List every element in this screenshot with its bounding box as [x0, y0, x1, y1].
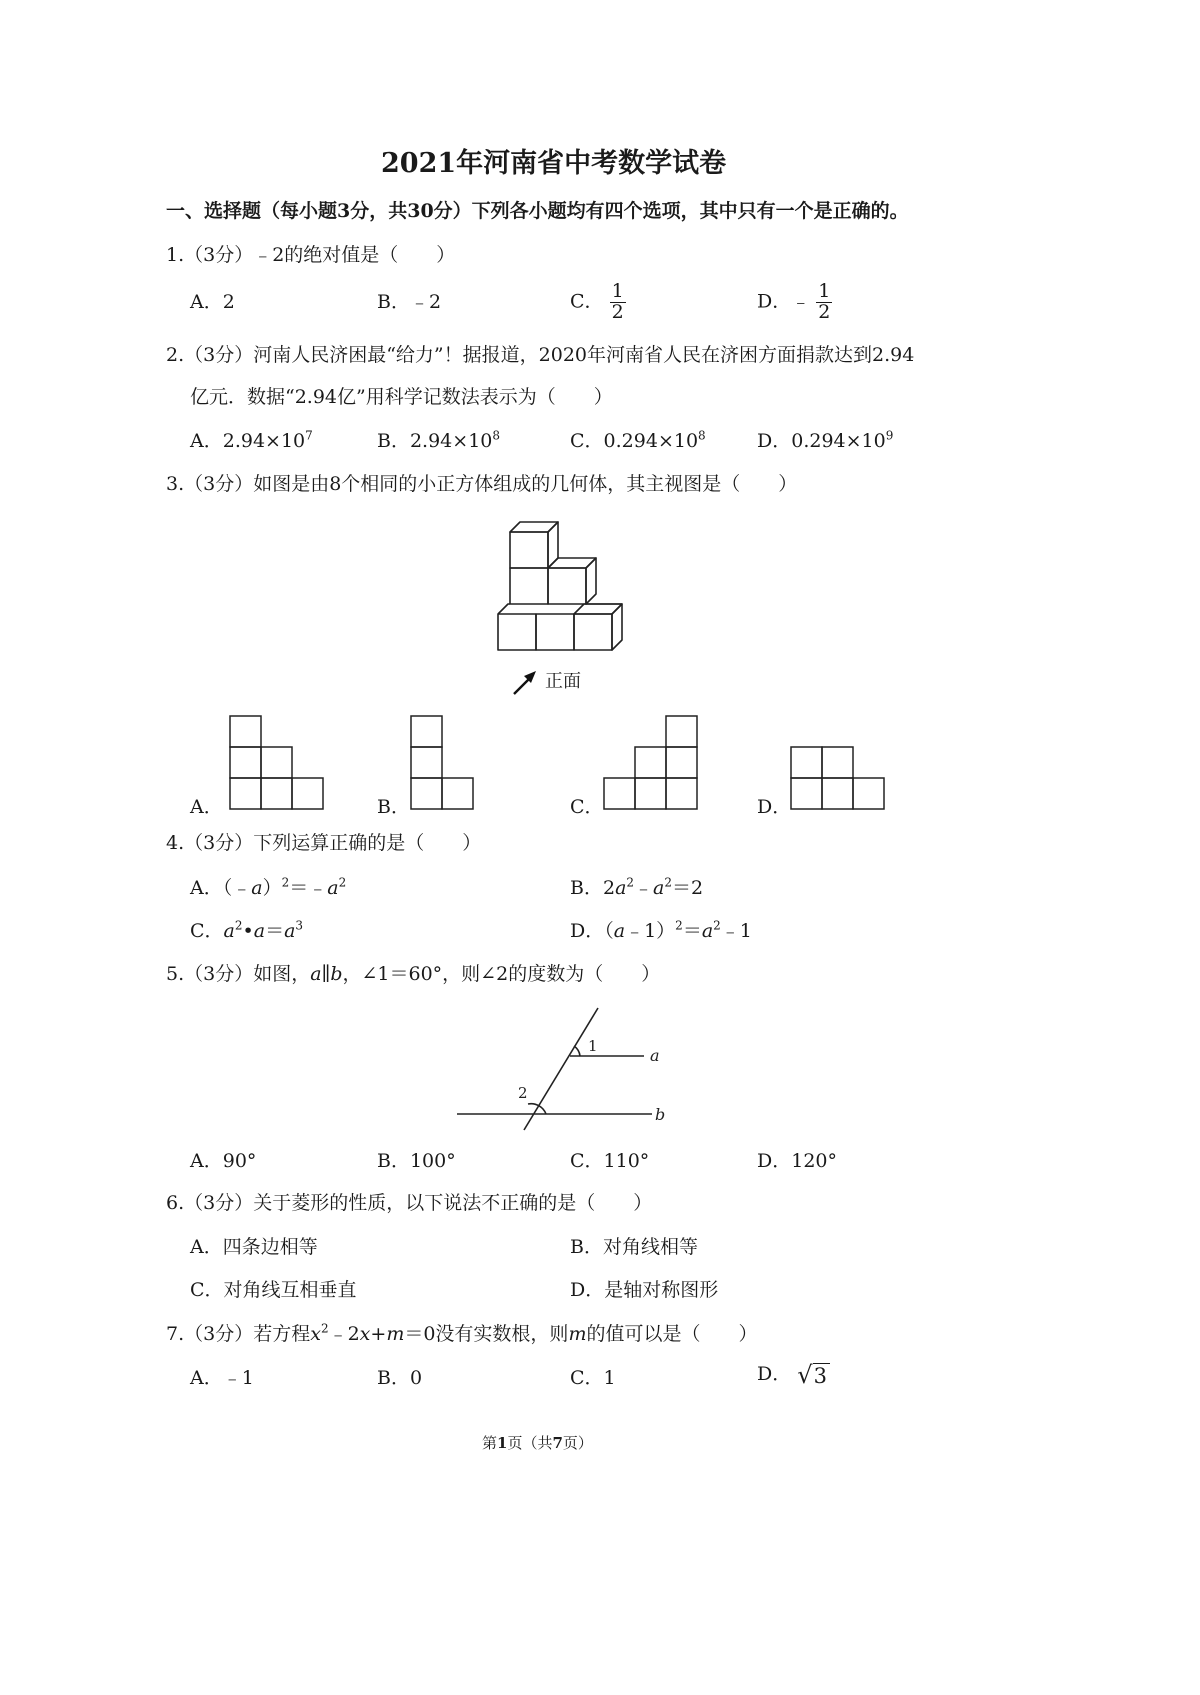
question-2-option-d[interactable]: D．$0.294\times 10^9$ [757, 428, 894, 452]
question-7-option-a[interactable]: A．﹣1 [190, 1367, 254, 1389]
question-4-option-d[interactable]: D．$(a﹣1)^2=a^2﹣1$ [570, 918, 752, 942]
question-6-stem: 6.（3分）关于菱形的性质，以下说法不正确的是（ ） [166, 1192, 653, 1214]
question-6-option-d[interactable]: D．是轴对称图形 [570, 1279, 719, 1301]
parallel-lines-figure [452, 1004, 674, 1134]
line-b-label: b [655, 1105, 666, 1124]
section-heading: 一、选择题（每小题3分，共30分）下列各小题均有四个选项，其中只有一个是正确的。 [166, 200, 909, 222]
fraction-one-half: $\frac{1}{2}$ [611, 280, 624, 323]
question-2-option-a[interactable]: A．$2.94\times 10^7$ [190, 428, 313, 452]
question-3-option-c[interactable]: C． [570, 796, 604, 818]
question-4-option-c[interactable]: C．$a^2•a=a^3$ [190, 918, 304, 942]
question-3-option-d[interactable]: D． [757, 796, 792, 818]
question-5-option-a[interactable]: A．90° [190, 1150, 257, 1172]
square-root-symbol: √3 [797, 1363, 830, 1387]
question-7-option-c[interactable]: C．1 [570, 1367, 616, 1389]
question-2-stem-line-2: 亿元．数据“2.94亿”用科学记数法表示为（ ） [190, 386, 613, 408]
option-c-grid-figure [602, 714, 699, 811]
option-d-grid-figure [789, 745, 886, 811]
question-1-option-c[interactable]: C． $\frac{1}{2}$ [570, 280, 624, 323]
angle-1-label: 1 [588, 1037, 598, 1055]
question-5-stem: 5.（3分）如图，a∥b，∠1＝60°，则∠2的度数为（ ） [166, 963, 661, 985]
option-b-grid-figure [409, 714, 475, 811]
question-2-stem-line-1: 2.（3分）河南人民济困最“给力”！据报道，2020年河南省人民在济困方面捐款达到2.94 [166, 344, 915, 366]
page-footer: 第1页（共7页） [482, 1434, 593, 1452]
question-1-option-b[interactable]: B．﹣2 [377, 291, 442, 313]
question-1-option-a[interactable]: A．2 [190, 291, 235, 313]
question-7-option-b[interactable]: B．0 [377, 1367, 423, 1389]
question-2-option-c[interactable]: C．$0.294\times 10^8$ [570, 428, 706, 452]
question-7-option-d[interactable]: D． √3 [757, 1363, 830, 1387]
page-title: 2021年河南省中考数学试卷 [381, 148, 727, 179]
arrow-up-right-icon [510, 668, 540, 698]
fraction-one-half: $\frac{1}{2}$ [818, 280, 831, 323]
question-5-option-c[interactable]: C．110° [570, 1150, 650, 1172]
line-a-label: a [650, 1046, 660, 1065]
question-4-option-a[interactable]: A．$(﹣a)^2=﹣a^2$ [190, 875, 347, 899]
question-6-option-c[interactable]: C．对角线互相垂直 [190, 1279, 357, 1301]
question-4-stem: 4.（3分）下列运算正确的是（ ） [166, 832, 482, 854]
front-label: 正面 [545, 671, 581, 692]
angle-2-label: 2 [518, 1084, 528, 1102]
question-6-option-b[interactable]: B．对角线相等 [570, 1236, 698, 1258]
question-1-stem: 1.（3分）﹣2的绝对值是（ ） [166, 244, 456, 266]
question-3-option-a[interactable]: A． [190, 796, 223, 818]
option-a-grid-figure [228, 714, 325, 811]
question-5-option-b[interactable]: B．100° [377, 1150, 456, 1172]
question-6-option-a[interactable]: A．四条边相等 [190, 1236, 318, 1258]
question-2-option-b[interactable]: B．$2.94\times 10^8$ [377, 428, 501, 452]
question-3-option-b[interactable]: B． [377, 796, 410, 818]
question-1-option-d[interactable]: D．﹣ $\frac{1}{2}$ [757, 280, 831, 323]
question-3-stem: 3.（3分）如图是由8个相同的小正方体组成的几何体，其主视图是（ ） [166, 473, 798, 495]
question-4-option-b[interactable]: B．$2a^2﹣a^2=2$ [570, 875, 704, 899]
question-5-option-d[interactable]: D．120° [757, 1150, 837, 1172]
question-7-stem: 7.（3分）若方程$x^2﹣2x+m=0$没有实数根，则m的值可以是（ ） [166, 1321, 758, 1345]
